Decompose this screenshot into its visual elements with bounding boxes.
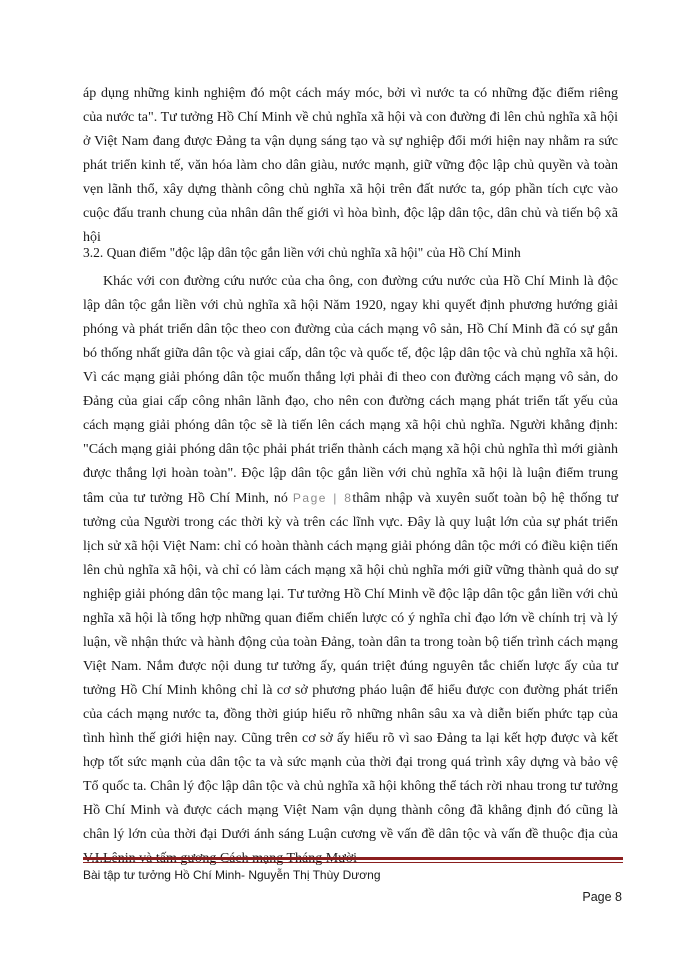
section-heading: 3.2. Quan điểm "độc lập dân tộc gắn liền với chủ nghĩa xã hội" của Hồ Chí Minh xyxy=(83,245,521,260)
main-paragraph-part1: Khác với con đường cứu nước của cha ông, con đường cứu nước của Hồ Chí Minh là độc lập dân tộc gắn liền với chủ nghĩa xã hội Năm 1920, ngay khi quyết định phương hướng giải phóng và phát triển dân tộc theo con đường của cách mạng vô sản, Hồ Chí Minh đã có sự gắn bó thống nhất giữa dân tộc và giai cấp, dân tộc và quốc tế, độc lập dân tộc và chủ nghĩa xã hội. Vì các mạng giải phóng dân tộc muốn thắng lợi phải đi theo con đường cách mạng vô sản, do Đảng của giai cấp công nhân lãnh đạo, cho nên con đường cách mạng phát triển tất yếu của cách mạng giải phóng dân tộc sẽ là tiến lên cách mạng xã hội chủ nghĩa. Người khẳng định: "Cách mạng giải phóng dân tộc phải phát triển thành cách mạng xã hội chủ nghĩa thì mới giành được thắng lợi hoàn toàn". Độc lập dân tộc gắn liền với chủ nghĩa xã hội là luận điểm trung tâm của tư tưởng Hồ Chí Minh, nó xyxy=(83,274,618,506)
footer-rule-thin xyxy=(83,862,623,863)
inline-page-marker: Page | 8 xyxy=(292,491,353,505)
footer-author-title: Bài tập tư tưởng Hồ Chí Minh- Nguyễn Thị Thùy Dương xyxy=(83,868,381,882)
top-paragraph: áp dụng những kinh nghiệm đó một cách máy móc, bởi vì nước ta có những đặc điểm riêng của nước ta". Tư tưởng Hồ Chí Minh về chủ nghĩa xã hội và con đường đi lên chủ nghĩa xã hội ở Việt Nam đang được Đảng ta vận dụng sáng tạo và sự nghiệp đổi mới hiện nay nhằm ra sức phát triển kinh tế, văn hóa làm cho dân giàu, nước mạnh, giữ vững độc lập chủ quyền và toàn vẹn lãnh thổ, xây dựng thành công chủ nghĩa xã hội trên đất nước ta, góp phần tích cực vào cuộc đấu tranh chung của nhân dân thế giới vì hòa bình, độc lập dân tộc, dân chủ và tiến bộ xã hội xyxy=(83,86,618,245)
main-paragraph-part2: thâm nhập và xuyên suốt toàn bộ hệ thống tư tưởng của Người trong các thời kỳ và trên các lĩnh vực. Đây là quy luật lớn của sự phát triển lịch sử xã hội Việt Nam: chỉ có hoàn thành cách mạng giải phóng dân tộc mới có điều kiện tiến lên chủ nghĩa xã hội, và chỉ có làm cách mạng xã hội chủ nghĩa mới giữ vững thành quả do sự nghiệp giải phóng dân tộc mang lại. Tư tưởng Hồ Chí Minh về độc lập dân tộc gắn liền với chủ nghĩa xã hội là tổng hợp những quan điểm chiến lược có ý nghĩa chỉ đạo lớn về chính trị và lý luận, về nhận thức và hành động của toàn Đảng, toàn dân ta trong toàn bộ tiến trình cách mạng Việt Nam. Nắm được nội dung tư tưởng ấy, quán triệt đúng nguyên tắc chiến lược ấy của tư tưởng Hồ Chí Minh không chỉ là cơ sở phương pháo luận để hiểu được con đường phát triển của cách mạng nước ta, đồng thời giúp hiểu rõ những nhân sâu xa và diễn biến phức tạp của tình hình thế giới hiện nay. Cũng trên cơ sở ấy hiểu rõ vì sao Đảng ta lại kết hợp được và kết hợp tốt sức mạnh của dân tộc ta và sức mạnh của thời đại trong quá trình xây dựng và bảo vệ Tổ quốc ta. Chân lý độc lập dân tộc và chủ nghĩa xã hội không thể tách rời nhau trong tư tưởng Hồ Chí Minh và được cách mạng Việt Nam vận dụng thành công đã khẳng định đó cũng là chân lý lớn của thời đại Dưới ánh sáng Luận cương về vấn đề dân tộc và vấn đề thuộc địa của xyxy=(83,491,618,842)
footer-rule-thick xyxy=(83,857,623,860)
footer-page-number: Page 8 xyxy=(582,890,622,904)
main-paragraph xyxy=(83,270,618,871)
